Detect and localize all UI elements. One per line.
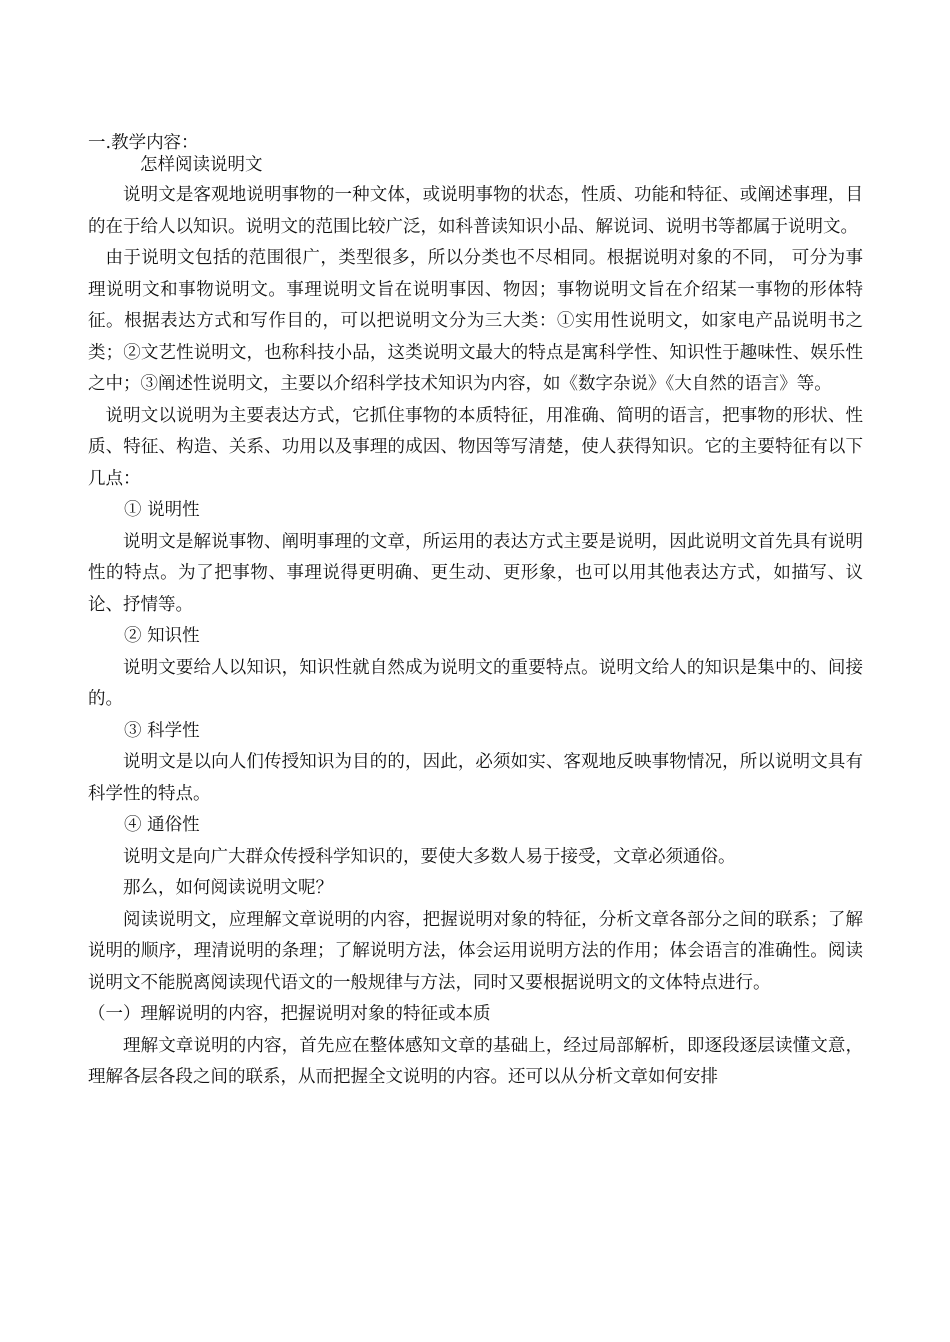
subsection-title-1: （一）理解说明的内容，把握说明对象的特征或本质 [88,1004,491,1024]
paragraph-definition: 说明文是客观地说明事物的一种文体，或说明事物的状态，性质、功能和特征、或阐述事理，目的在于给人以知识。说明文的范围比较广泛，如科普读知识小品、解说词、说明书等都属于说明文。 [88,185,863,237]
document-page [88,132,863,1094]
paragraph-classification: 由于说明文包括的范围很广，类型很多，所以分类也不尽相同。根据说明对象的不同， 可分为事理说明文和事物说明文。事理说明文旨在说明事因、物因；事物说明文旨在介绍某一事物的形体特征。根据表达方式和写作目的，可以把说明文分为三大类：①实用性说明文，如家电产品说明书之类；②文艺性说明文，也称科技小品，这类说明文最大的特点是寓科学性、知识性于趣味性、娱乐性之中；③阐述性说明文，主要以介绍科学技术知识为内容，如《数字杂说》《大自然的语言》等。 [88,248,863,394]
feature-title-2: ② 知识性 [124,626,200,646]
lesson-title: 怎样阅读说明文 [140,155,263,175]
feature-body-2: 说明文要给人以知识，知识性就自然成为说明文的重要特点。说明文给人的知识是集中的、间接的。 [88,657,863,709]
feature-body-3: 说明文是以向人们传授知识为目的的，因此，必须如实、客观地反映事物情况，所以说明文具有科学性的特点。 [88,752,863,804]
section-heading: 一.教学内容： [88,133,199,153]
feature-title-3: ③ 科学性 [124,720,200,741]
paragraph-understanding: 理解文章说明的内容，首先应在整体感知文章的基础上，经过局部解析，即逐段逐层读懂文意，理解各层各段之间的联系，从而把握全文说明的内容。还可以从分析文章如何安排 [88,1035,863,1087]
question-line: 那么，如何阅读说明文呢？ [123,878,333,898]
paragraph-features-intro: 说明文以说明为主要表达方式，它抓住事物的本质特征，用准确、简明的语言，把事物的形状、性质、特征、构造、关系、功用以及事理的成因、物因等写清楚，使人获得知识。它的主要特征有以下几点： [88,405,863,489]
feature-title-4: ④ 通俗性 [124,815,200,835]
feature-body-1: 说明文是解说事物、阐明事理的文章，所运用的表达方式主要是说明，因此说明文首先具有说明性的特点。为了把事物、事理说得更明确、更生动、更形象，也可以用其他表达方式，如描写、议论、抒情等。 [88,531,863,615]
paragraph-reading-method: 阅读说明文，应理解文章说明的内容，把握说明对象的特征，分析文章各部分之间的联系；了解说明的顺序，理清说明的条理；了解说明方法，体会运用说明方法的作用；体会语言的准确性。阅读说明文不能脱离阅读现代语文的一般规律与方法，同时又要根据说明文的文体特点进行。 [88,909,863,993]
feature-title-1: ① 说明性 [124,500,200,520]
feature-body-4: 说明文是向广大群众传授科学知识的，要使大多数人易于接受，文章必须通俗。 [123,846,736,867]
